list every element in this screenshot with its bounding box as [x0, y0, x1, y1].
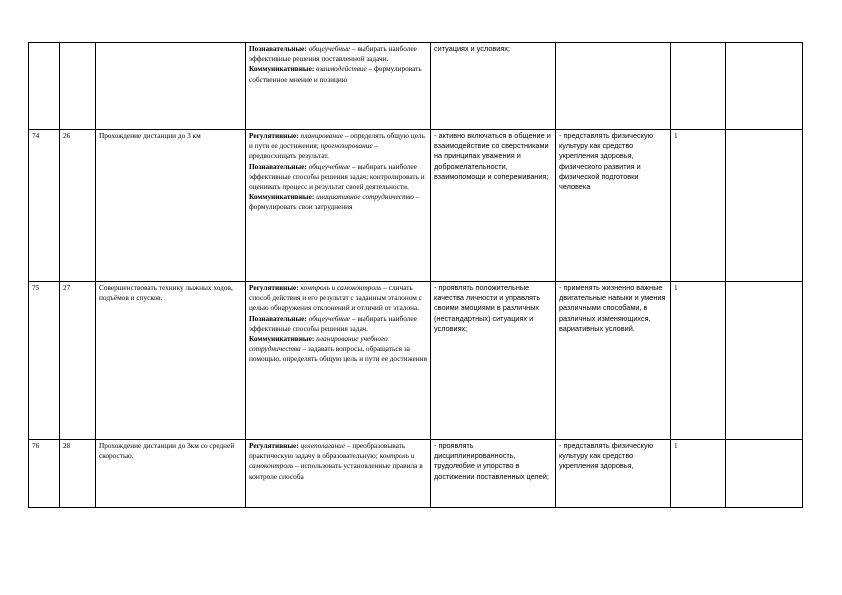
uud-paragraph [249, 162, 427, 193]
uud-text-run: – выбирать наиболее эффективные способы решения задач. [249, 313, 417, 333]
notes-cell [726, 440, 803, 508]
uud-text-run: целеполагание [300, 441, 346, 450]
uud-text-run: контроль и самоконтроль [249, 451, 415, 471]
subject-results: - представлять физическую культуру как средство укрепления здоровья, [556, 440, 671, 508]
uud-text-run: взаимодействие [316, 64, 367, 74]
uud-text-run: – выбирать наиболее эффективные решения поставленной задачи. [249, 44, 417, 64]
uud-paragraph [249, 314, 427, 365]
table-row [29, 440, 803, 508]
uud-text-run: общеучебные [308, 313, 351, 323]
uud-text-run: общеучебные [308, 44, 351, 53]
uud-cell [246, 43, 431, 130]
uud-paragraph [249, 131, 427, 162]
table-row [29, 282, 803, 440]
lesson-topic: Совершенствовать технику лыжных ходов, подъёмов и спусков. [96, 282, 246, 440]
personal-results: ситуациях и условиях; [431, 43, 556, 130]
row-number: 76 [29, 440, 60, 508]
uud-text-run: Познавательные: [249, 161, 309, 171]
lesson-topic [96, 43, 246, 130]
uud-text-run: контроль и самоконтроль [300, 283, 382, 292]
uud-text-run: Познавательные: [249, 44, 309, 53]
uud-text-run: – формулировать свои затруднения [249, 192, 420, 212]
uud-text-run: Коммуникативные: [249, 192, 317, 202]
table-row [29, 130, 803, 282]
notes-cell [726, 43, 803, 130]
uud-text-run: Познавательные: [249, 313, 309, 323]
subject-results: - представлять физическую культуру как средство укрепления здоровья, физического развития и физической подготовки человека [556, 130, 671, 282]
table-row [29, 43, 803, 130]
uud-cell [246, 440, 431, 508]
lesson-number: 26 [60, 130, 96, 282]
personal-results: - проявлять дисциплинированность, трудолюбие и упорство в достижении поставленных целей; [431, 440, 556, 508]
uud-cell [246, 282, 431, 440]
uud-paragraph [249, 283, 427, 314]
uud-paragraph [249, 64, 427, 84]
uud-text-run: – сличать способ действия и его результат с заданным эталоном с целью обнаружения отклонений и отличий от эталона. [249, 283, 422, 313]
uud-text-run: прогнозирование [320, 141, 373, 151]
uud-text-run: Коммуникативные: [249, 334, 317, 344]
row-number [29, 43, 60, 130]
personal-results: - активно включаться в общение и взаимодействие со сверстниками на принципах уважения и доброжелательности, взаимопомощи и сопереживания; [431, 130, 556, 282]
hours-cell: 1 [671, 130, 726, 282]
lesson-number: 28 [60, 440, 96, 508]
uud-text-run: планирование [300, 131, 343, 140]
uud-text-run: инициативное сотрудничество [316, 192, 414, 202]
lesson-topic: Прохождение дистанции до 3 км [96, 130, 246, 282]
subject-results: - применять жизненно важные двигательные навыки и умения различными способами, в различных изменяющихся, вариативных условий. [556, 282, 671, 440]
notes-cell [726, 282, 803, 440]
uud-cell [246, 130, 431, 282]
uud-text-run: – предвосхищать результат. [249, 141, 379, 161]
uud-text-run: общеучебные [308, 161, 351, 171]
row-number: 75 [29, 282, 60, 440]
uud-text-run: Регулятивные: [249, 131, 301, 140]
lesson-number [60, 43, 96, 130]
uud-text-run: – определять общую цель и пути ее достижения; [249, 131, 425, 151]
row-number: 74 [29, 130, 60, 282]
hours-cell [671, 43, 726, 130]
uud-paragraph [249, 192, 427, 212]
uud-text-run: Регулятивные: [249, 441, 301, 450]
lesson-topic: Прохождение дистанции до 3км со средней скоростью. [96, 440, 246, 508]
personal-results: - проявлять положительные качества личности и управлять своими эмоциями в различных (нестандартных) ситуациях и условиях; [431, 282, 556, 440]
uud-text-run: – преобразовывать практическую задачу в образовательную; [249, 441, 406, 461]
hours-cell: 1 [671, 440, 726, 508]
uud-paragraph [249, 44, 427, 64]
lesson-number: 27 [60, 282, 96, 440]
uud-text-run: – задавать вопросы, обращаться за помощью, определять общую цель и пути ее достижения [249, 344, 427, 364]
hours-cell: 1 [671, 282, 726, 440]
uud-text-run: Коммуникативные: [249, 64, 317, 74]
lesson-plan-table [28, 42, 803, 508]
subject-results [556, 43, 671, 130]
uud-text-run: Регулятивные: [249, 283, 301, 292]
uud-text-run: – формулировать собственное мнение и позицию [249, 64, 422, 84]
uud-text-run: – выбирать наиболее эффективные способы решения задач; контролировать и оценивать процесс и результат своей деятельности. [249, 161, 425, 192]
notes-cell [726, 130, 803, 282]
uud-text-run: – использовать установленные правила в контроле способа [249, 461, 423, 481]
uud-text-run: планирование учебного сотрудничества [249, 334, 388, 354]
uud-paragraph [249, 441, 427, 482]
